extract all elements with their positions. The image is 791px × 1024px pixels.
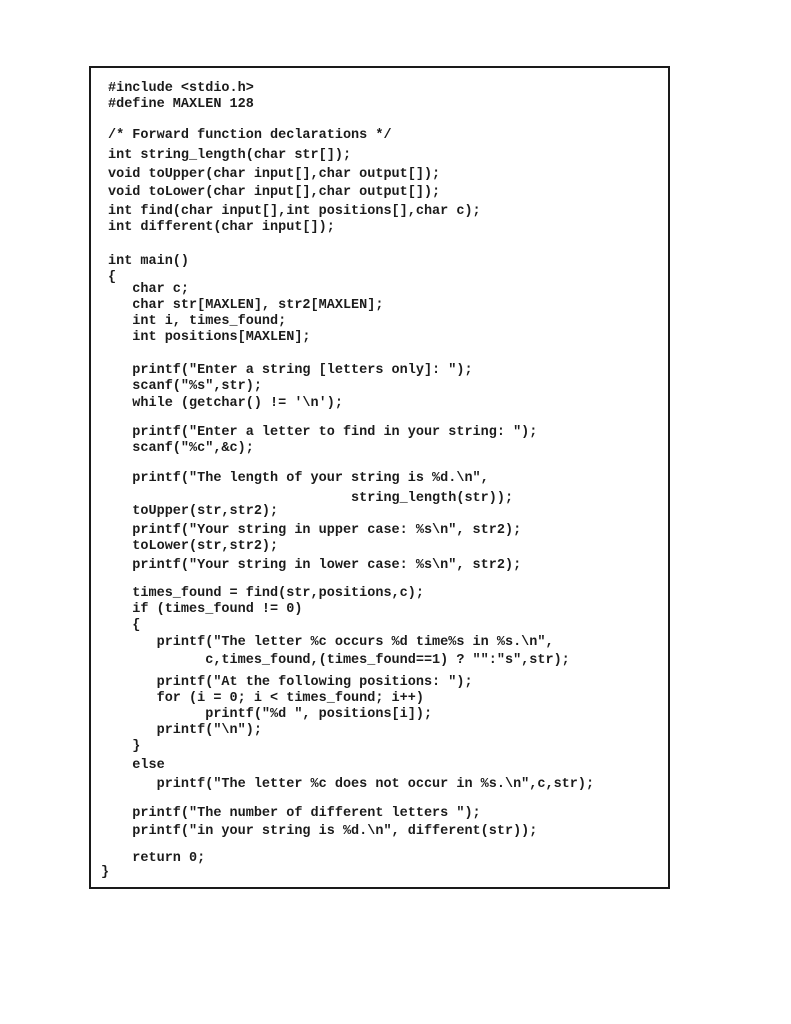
- code-line-28: {: [108, 618, 141, 633]
- code-line-36: else: [108, 758, 165, 773]
- code-line-1: #include <stdio.h>: [108, 81, 254, 96]
- code-line-10: {: [108, 270, 117, 285]
- code-line-4: int string_length(char str[]);: [108, 148, 352, 163]
- code-line-17: while (getchar() != '\n');: [108, 396, 343, 411]
- code-line-13: int i, times_found;: [108, 314, 287, 329]
- code-line-38: printf("The number of different letters ");: [108, 806, 481, 821]
- code-line-16: scanf("%s",str);: [108, 379, 262, 394]
- code-line-5: void toUpper(char input[],char output[]);: [108, 167, 441, 182]
- code-line-26: times_found = find(str,positions,c);: [108, 586, 424, 601]
- code-line-14: int positions[MAXLEN];: [108, 330, 311, 345]
- code-line-2: #define MAXLEN 128: [108, 97, 254, 112]
- code-line-39: printf("in your string is %d.\n", different(str));: [108, 824, 538, 839]
- code-line-3: /* Forward function declarations */: [108, 128, 392, 143]
- code-line-29: printf("The letter %c occurs %d time%s in %s.\n",: [108, 635, 554, 650]
- code-line-40: return 0;: [108, 851, 206, 866]
- code-line-33: printf("%d ", positions[i]);: [108, 707, 433, 722]
- code-line-6: void toLower(char input[],char output[]);: [108, 185, 441, 200]
- code-line-19: scanf("%c",&c);: [108, 441, 254, 456]
- code-line-41: }: [101, 865, 110, 880]
- code-line-23: printf("Your string in upper case: %s\n", str2);: [108, 523, 522, 538]
- code-line-35: }: [108, 739, 141, 754]
- code-line-31: printf("At the following positions: ");: [108, 675, 473, 690]
- code-line-15: printf("Enter a string [letters only]: ");: [108, 363, 473, 378]
- code-line-21: string_length(str));: [108, 491, 514, 506]
- code-line-8: int different(char input[]);: [108, 220, 335, 235]
- code-line-20: printf("The length of your string is %d.\n",: [108, 471, 489, 486]
- code-line-32: for (i = 0; i < times_found; i++): [108, 691, 424, 706]
- code-line-37: printf("The letter %c does not occur in %s.\n",c,str);: [108, 777, 595, 792]
- code-line-34: printf("\n");: [108, 723, 262, 738]
- code-line-18: printf("Enter a letter to find in your string: ");: [108, 425, 538, 440]
- code-line-27: if (times_found != 0): [108, 602, 303, 617]
- code-line-30: c,times_found,(times_found==1) ? "":"s",str);: [108, 653, 570, 668]
- code-line-24: toLower(str,str2);: [108, 539, 279, 554]
- code-line-12: char str[MAXLEN], str2[MAXLEN];: [108, 298, 384, 313]
- code-line-25: printf("Your string in lower case: %s\n", str2);: [108, 558, 522, 573]
- code-line-22: toUpper(str,str2);: [108, 504, 279, 519]
- code-line-7: int find(char input[],int positions[],char c);: [108, 204, 481, 219]
- code-listing-box: [89, 66, 670, 889]
- code-line-9: int main(): [108, 254, 190, 269]
- code-line-11: char c;: [108, 282, 190, 297]
